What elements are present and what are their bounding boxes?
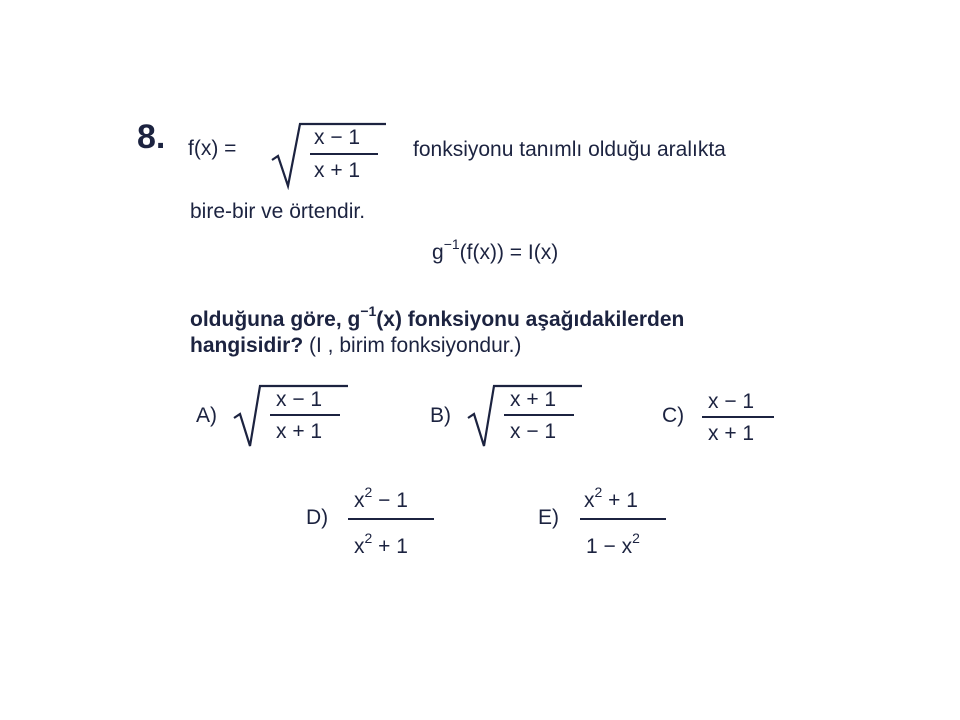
option-b-numerator: x + 1 [510,388,557,411]
option-c-denominator: x + 1 [708,422,755,445]
option-e-den-exponent: 2 [632,530,640,546]
option-a-radical [232,382,352,450]
option-b-denominator: x − 1 [510,420,557,443]
option-e-fraction-bar [580,518,666,520]
option-e-numerator [584,486,638,513]
option-c[interactable] [662,380,802,450]
fx-numerator: x − 1 [314,126,361,149]
prompt-hangisidir: hangisidir? [190,334,304,357]
option-a-fraction-bar [270,414,340,416]
option-b-fraction-bar [504,414,574,416]
option-d[interactable] [306,478,456,568]
option-d-label: D) [306,506,329,529]
statement-line-1: fonksiyonu tanımlı olduğu aralıkta [413,138,726,161]
option-e-num-rest: + 1 [602,489,638,512]
option-e-denominator [586,532,640,559]
eq-rest: (f(x)) = I(x) [459,241,559,264]
fx-label: f(x) = [188,137,237,160]
option-e-num-base: x [584,489,595,512]
option-d-num-exponent: 2 [364,484,373,500]
option-b[interactable] [430,380,610,450]
option-d-den-rest: + 1 [372,535,408,558]
option-d-den-base: x [354,535,365,558]
option-b-radical [466,382,586,450]
option-e-label: E) [538,506,559,529]
option-a-numerator: x − 1 [276,388,323,411]
option-d-fraction-bar [348,518,434,520]
fx-fraction-bar [310,153,378,155]
option-c-numerator: x − 1 [708,390,755,413]
option-d-den-exponent: 2 [364,530,373,546]
option-d-numerator [354,486,408,513]
prompt-note: (I , birim fonksiyondur.) [303,334,522,357]
option-a-label: A) [196,404,217,427]
eq-exponent: −1 [443,236,460,252]
option-a[interactable] [196,380,376,450]
option-a-denominator: x + 1 [276,420,323,443]
fx-denominator: x + 1 [314,159,361,182]
prompt-line-1 [190,305,684,332]
option-e-den-base: 1 − x [586,535,633,558]
option-c-fraction-bar [702,416,774,418]
option-c-label: C) [662,404,685,427]
prompt-part-a: olduğuna göre, g [190,308,361,331]
option-e[interactable] [538,478,688,568]
fx-radical [270,120,390,190]
option-d-num-base: x [354,489,365,512]
question-number: 8. [137,118,166,156]
prompt-part-b: (x) fonksiyonu aşağıdakilerden [376,308,685,331]
given-equation [432,238,558,265]
statement-line-2: bire-bir ve örtendir. [190,200,366,223]
eq-g: g [432,241,444,264]
option-b-label: B) [430,404,451,427]
prompt-line-2 [190,334,521,358]
option-d-denominator [354,532,408,559]
prompt-exponent: −1 [360,303,377,319]
option-e-num-exponent: 2 [594,484,603,500]
option-d-num-rest: − 1 [372,489,408,512]
